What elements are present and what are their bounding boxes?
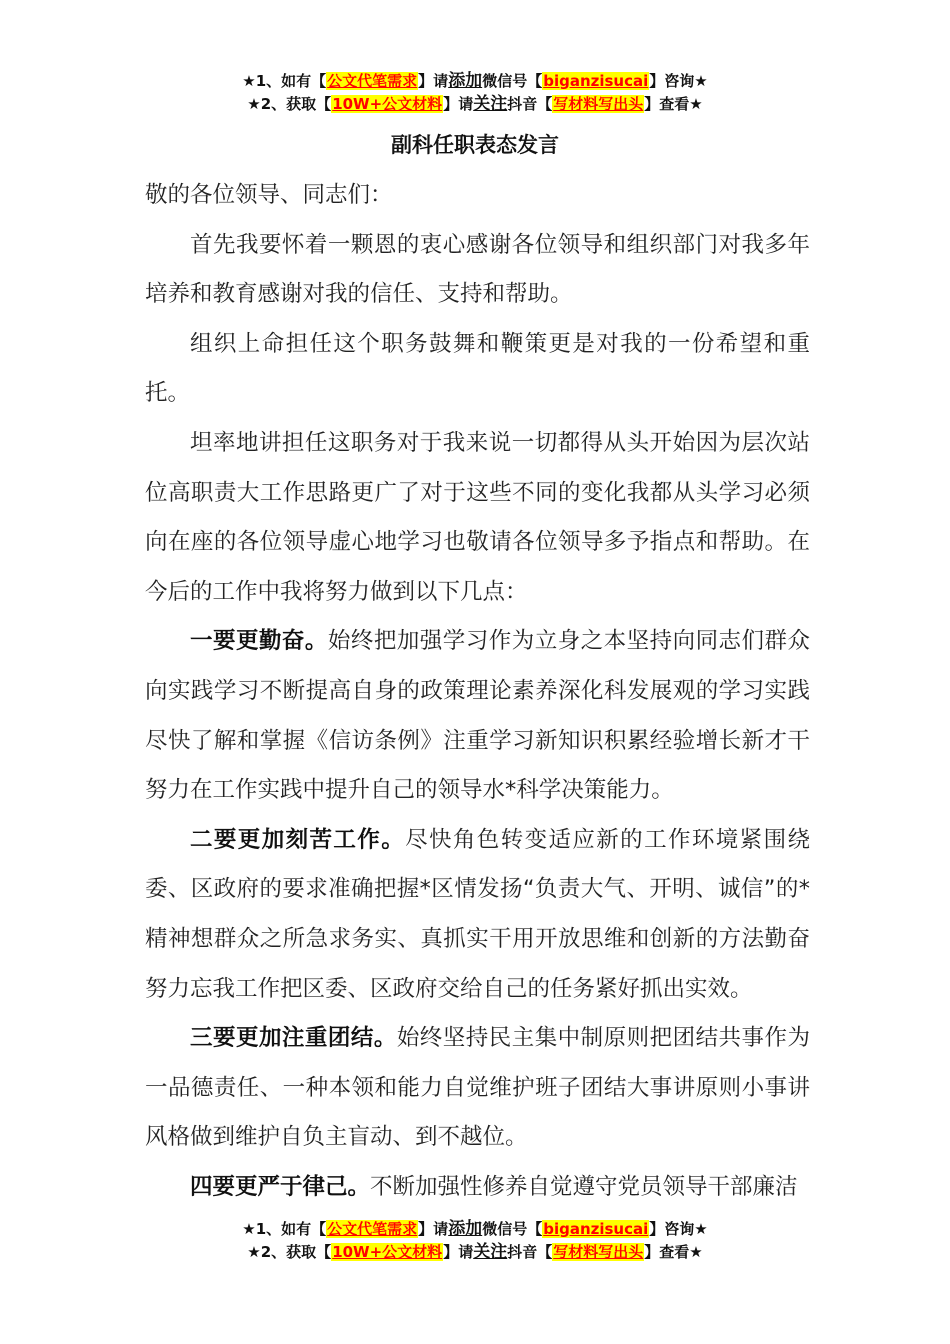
banner-text: 】查看★ [644, 95, 703, 113]
banner-line-1 [0, 70, 950, 93]
banner-highlight: 写材料写出头 [553, 95, 644, 113]
banner-line-2 [0, 1241, 950, 1264]
banner-text: 抖音【 [507, 95, 553, 113]
banner-highlight: biganzisucai [543, 72, 649, 90]
banner-text: ★2、获取【 [247, 95, 332, 113]
banner-text: 】咨询★ [649, 1220, 708, 1238]
point-paragraph [145, 617, 810, 815]
point-text: 尽快角色转变适应新的工作环境紧围绕委、区政府的要求准确把握*区情发扬“负责大气、开明、诚信”的*精神想群众之所急求务实、真抓实干用开放思维和创新的方法勤奋努力忘我工作把区委、区政府交给自己的任务紧好抓出实效。 [145, 826, 810, 1002]
banner-text: 】请 [418, 72, 449, 90]
banner-text: 微信号【 [482, 1220, 543, 1238]
banner-highlight: 公文代笔需求 [327, 1220, 418, 1238]
banner-highlight: 公文代笔需求 [327, 72, 418, 90]
body-paragraph: 组织上命担任这个职务鼓舞和鞭策更是对我的一份希望和重托。 [145, 330, 810, 407]
document-title: 副科任职表态发言 [391, 133, 559, 157]
banner-text: 微信号【 [482, 72, 543, 90]
banner-line-1 [0, 1218, 950, 1241]
body-paragraph: 首先我要怀着一颗恩的衷心感谢各位领导和组织部门对我多年培养和教育感谢对我的信任、支持和帮助。 [145, 231, 810, 308]
point-text: 不断加强性修养自觉遵守党员领导干部廉洁 [370, 1173, 798, 1200]
point-heading: 三要更加注重团结。 [190, 1025, 397, 1052]
point-paragraph [145, 1163, 810, 1213]
banner-highlight: 10W+公文材料 [332, 95, 443, 113]
banner-text: ★1、如有【 [242, 1220, 327, 1238]
point-text: 始终把加强学习作为立身之本坚持向同志们群众向实践学习不断提高自身的政策理论素养深化科发展观的学习实践尽快了解和掌握《信访条例》注重学习新知识积累经验增长新才干努力在工作实践中提升自己的领导水*科学决策能力。 [145, 628, 810, 804]
header-banner [0, 70, 950, 116]
banner-emphasis: 添加 [448, 1219, 483, 1239]
banner-text: ★2、获取【 [247, 1243, 332, 1261]
point-heading: 一要更勤奋。 [190, 628, 328, 655]
greeting-paragraph: 敬的各位领导、同志们： [145, 182, 393, 208]
banner-text: ★1、如有【 [242, 72, 327, 90]
point-text: 始终坚持民主集中制原则把团结共事作为一品德责任、一种本领和能力自觉维护班子团结大事讲原则小事讲风格做到维护自负主盲动、到不越位。 [145, 1025, 810, 1151]
banner-highlight: 写材料写出头 [553, 1243, 644, 1261]
footer-banner [0, 1218, 950, 1264]
banner-text: 】请 [443, 1243, 474, 1261]
point-heading: 二要更加刻苦工作。 [190, 826, 406, 853]
point-paragraph [145, 816, 810, 1014]
banner-highlight: biganzisucai [543, 1220, 649, 1238]
point-paragraph [145, 1014, 810, 1163]
banner-text: 】请 [443, 95, 474, 113]
banner-emphasis: 关注 [473, 1242, 508, 1262]
banner-text: 】查看★ [644, 1243, 703, 1261]
banner-highlight: 10W+公文材料 [332, 1243, 443, 1261]
banner-text: 】请 [418, 1220, 449, 1238]
banner-emphasis: 关注 [473, 94, 508, 114]
banner-text: 】咨询★ [649, 72, 708, 90]
banner-text: 抖音【 [507, 1243, 553, 1261]
banner-emphasis: 添加 [448, 71, 483, 91]
point-heading: 四要更严于律己。 [190, 1173, 371, 1200]
body-paragraph: 坦率地讲担任这职务对于我来说一切都得从头开始因为层次站位高职责大工作思路更广了对于这些不同的变化我都从头学习必须向在座的各位领导虚心地学习也敬请各位领导多予指点和帮助。在今后的工作中我将努力做到以下几点： [145, 429, 810, 605]
banner-line-2 [0, 93, 950, 116]
document-body [145, 171, 810, 1212]
